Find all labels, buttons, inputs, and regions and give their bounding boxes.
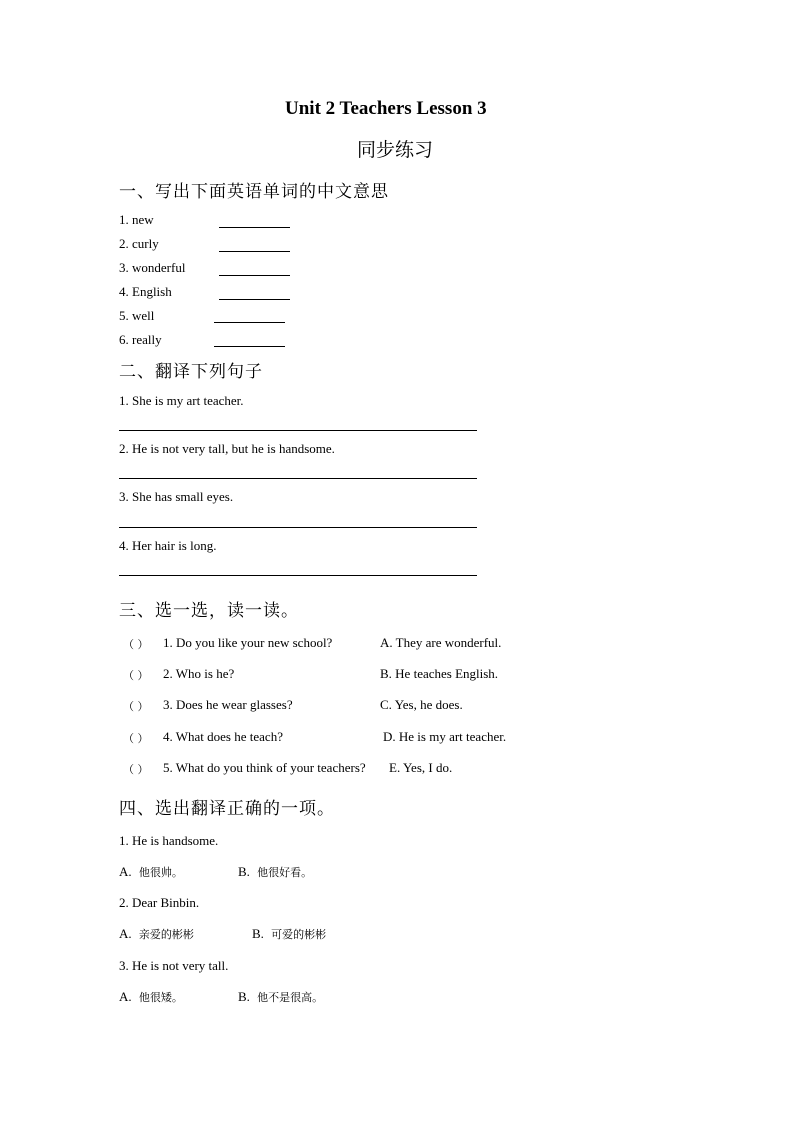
answer-blank[interactable] [214, 346, 285, 347]
choice-a[interactable] [119, 926, 194, 942]
answer-bracket[interactable]: （ ） [123, 638, 149, 651]
answer-bracket[interactable]: （ ） [123, 700, 149, 713]
answer-blank[interactable] [214, 322, 285, 323]
question-text: 2. Who is he? [163, 666, 235, 681]
answer-option: B. He teaches English. [380, 666, 499, 681]
choice-a-text: 他很矮。 [138, 991, 183, 1004]
choice-b[interactable] [252, 926, 326, 942]
answer-line[interactable] [119, 478, 477, 479]
answer-bracket[interactable]: （ ） [123, 763, 149, 776]
section2-heading: 二、翻译下列句子 [119, 362, 263, 382]
answer-line[interactable] [119, 575, 477, 576]
answer-blank[interactable] [219, 275, 290, 276]
choice-a-label: A. [119, 926, 132, 941]
question-text: 4. What does he teach? [163, 729, 283, 744]
answer-option: E. Yes, I do. [389, 760, 453, 775]
answer-option: D. He is my art teacher. [383, 729, 507, 744]
word-item: 5. well [119, 308, 155, 323]
choice-b-label: B. [238, 864, 250, 879]
section4-heading: 四、选出翻译正确的一项。 [119, 799, 335, 819]
word-item: 4. English [119, 284, 172, 299]
page-title: Unit 2 Teachers Lesson 3 [285, 98, 487, 119]
section3-heading: 三、选一选，读一读。 [119, 601, 299, 621]
question-text: 5. What do you think of your teachers? [163, 760, 366, 775]
answer-line[interactable] [119, 527, 477, 528]
question-text: 1. He is handsome. [119, 833, 219, 848]
answer-option: A. They are wonderful. [380, 635, 502, 650]
answer-option: C. Yes, he does. [380, 697, 463, 712]
choice-a-label: A. [119, 989, 132, 1004]
choice-b[interactable] [238, 864, 312, 880]
answer-blank[interactable] [219, 227, 290, 228]
choice-a-label: A. [119, 864, 132, 879]
choice-b[interactable] [238, 989, 323, 1005]
choice-a-text: 亲爱的彬彬 [138, 928, 194, 941]
word-item: 6. really [119, 332, 162, 347]
choice-b-text: 可爱的彬彬 [271, 928, 327, 941]
word-item: 3. wonderful [119, 260, 186, 275]
word-item: 2. curly [119, 236, 159, 251]
answer-bracket[interactable]: （ ） [123, 669, 149, 682]
word-item: 1. new [119, 212, 154, 227]
answer-bracket[interactable]: （ ） [123, 732, 149, 745]
question-text: 3. He is not very tall. [119, 958, 229, 973]
question-text: 1. Do you like your new school? [163, 635, 333, 650]
page-subtitle: 同步练习 [357, 139, 434, 161]
sentence-item: 1. She is my art teacher. [119, 393, 244, 408]
choice-a[interactable] [119, 864, 183, 880]
choice-b-label: B. [252, 926, 264, 941]
sentence-item: 3. She has small eyes. [119, 489, 234, 504]
choice-b-label: B. [238, 989, 250, 1004]
answer-blank[interactable] [219, 251, 290, 252]
section1-heading: 一、写出下面英语单词的中文意思 [119, 182, 389, 202]
choice-a[interactable] [119, 989, 183, 1005]
answer-line[interactable] [119, 430, 477, 431]
sentence-item: 2. He is not very tall, but he is handsome. [119, 441, 335, 456]
answer-blank[interactable] [219, 299, 290, 300]
choice-b-text: 他不是很高。 [257, 991, 324, 1004]
question-text: 3. Does he wear glasses? [163, 697, 293, 712]
choice-a-text: 他很帅。 [138, 866, 183, 879]
sentence-item: 4. Her hair is long. [119, 538, 217, 553]
question-text: 2. Dear Binbin. [119, 895, 200, 910]
choice-b-text: 他很好看。 [257, 866, 313, 879]
